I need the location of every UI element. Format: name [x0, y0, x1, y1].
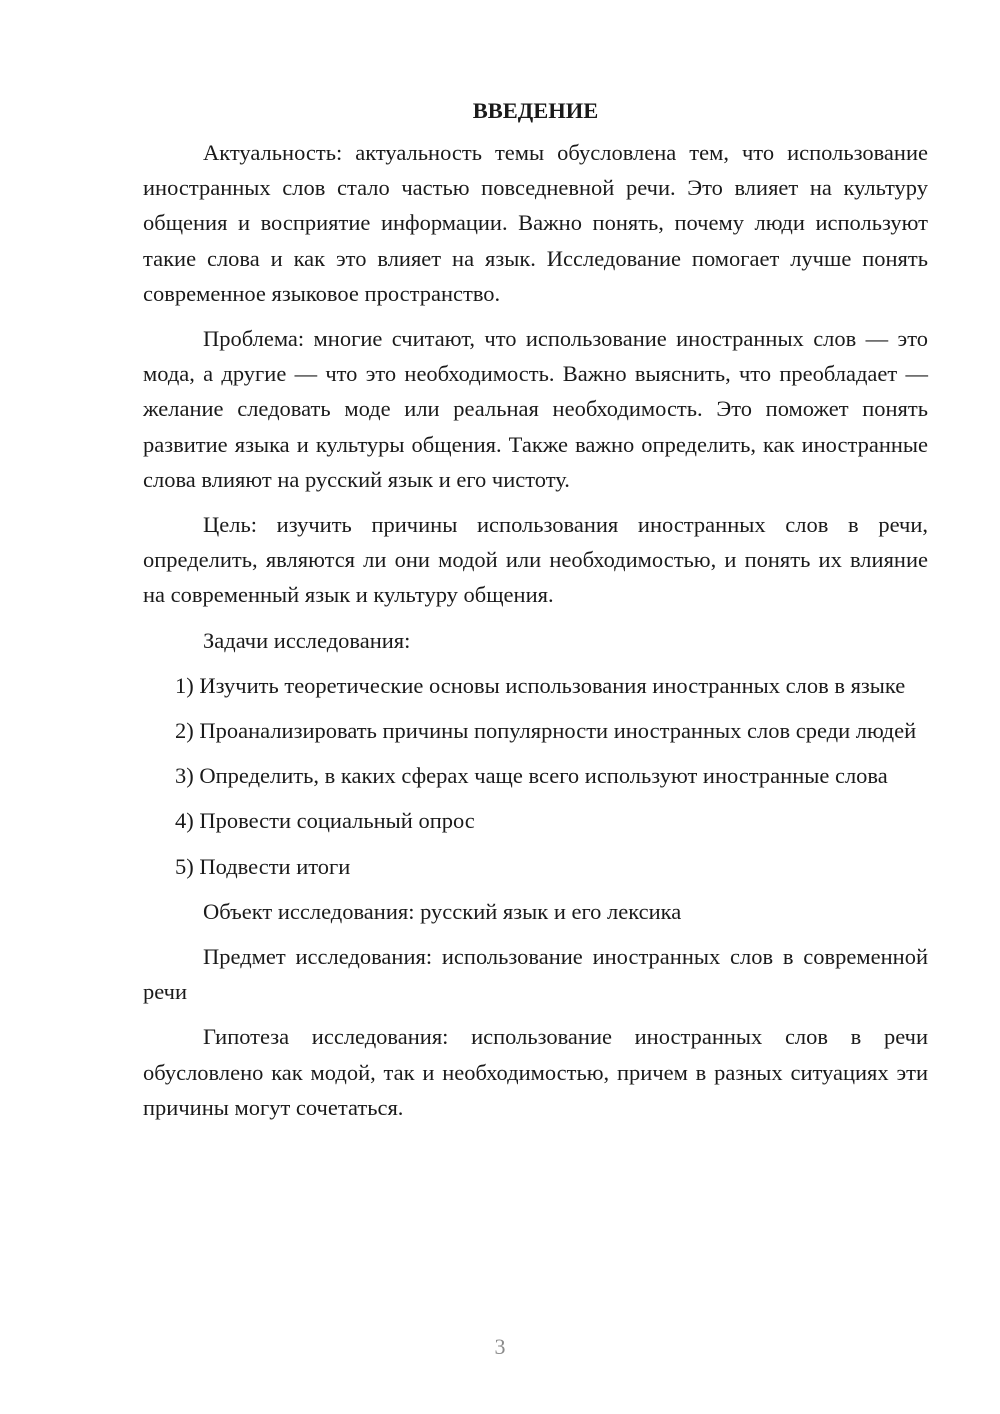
- task-item: 2) Проанализировать причины популярности иностранных слов среди людей: [175, 718, 917, 744]
- paragraph-tasks-heading: Задачи исследования:: [203, 627, 411, 653]
- task-item: 1) Изучить теоретические основы использования иностранных слов в языке: [175, 672, 906, 698]
- section-title: ВВЕДЕНИЕ: [472, 98, 599, 123]
- task-item: 4) Провести социальный опрос: [175, 808, 475, 834]
- paragraph-relevance: Актуальность: актуальность темы обусловлена тем, что использование иностранных слов стало частью повседневной речи. Это влияет на культуру общения и восприятие информации. Важно понять, почему люди используют такие слова и как это влияет на язык. Исследование помогает лучше понять современное языковое пространство.: [143, 140, 928, 306]
- paragraph-object: Объект исследования: русский язык и его лексика: [203, 898, 682, 924]
- paragraph-hypothesis: Гипотеза исследования: использование иностранных слов в речи обусловлено как модой, так и необходимостью, причем в разных ситуациях эти причины могут сочетаться.: [143, 1024, 928, 1120]
- task-item: 5) Подвести итоги: [175, 853, 351, 879]
- task-item: 3) Определить, в каких сферах чаще всего используют иностранные слова: [175, 763, 888, 789]
- paragraph-problem: Проблема: многие считают, что использование иностранных слов — это мода, а другие — что это необходимость. Важно выяснить, что преобладает — желание следовать моде или реальная необходимость. Это поможет понять развитие языка и культуры общения. Также важно определить, как иностранные слова влияют на русский язык и его чистоту.: [143, 326, 928, 492]
- paragraph-subject: Предмет исследования: использование иностранных слов в современной речи: [143, 944, 928, 1005]
- paragraph-goal: Цель: изучить причины использования иностранных слов в речи, определить, являются ли они модой или необходимостью, и понять их влияние на современный язык и культуру общения.: [143, 512, 928, 608]
- page-number: 3: [494, 1334, 506, 1359]
